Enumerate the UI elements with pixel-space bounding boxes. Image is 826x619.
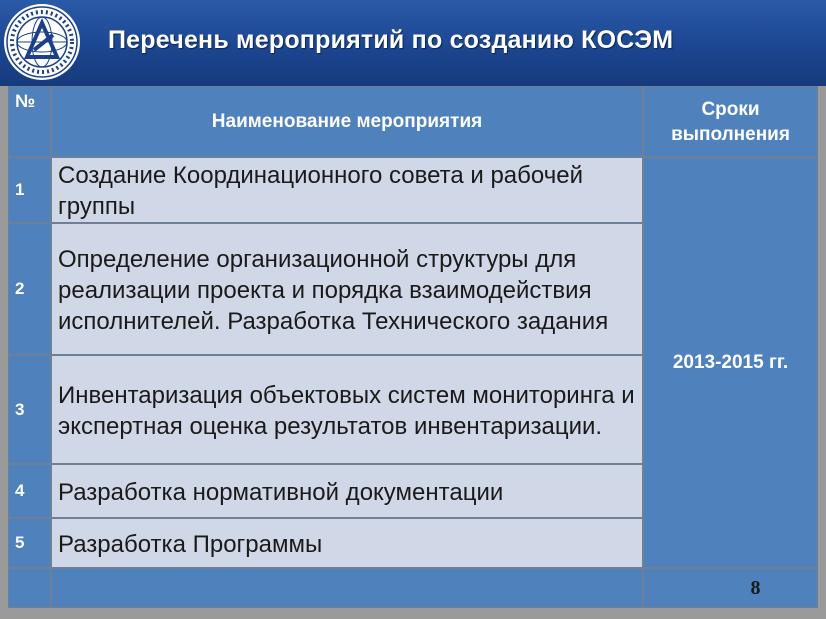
page-number: 8 <box>643 568 818 608</box>
row-4-number: 4 <box>8 464 51 518</box>
row-2-number: 2 <box>8 223 51 355</box>
header-term-cell <box>643 86 818 157</box>
slide-header <box>0 0 826 86</box>
slide-title: Перечень мероприятий по созданию КОСЭМ <box>108 26 674 54</box>
row-1-description: Создание Координационного совета и рабочей группы <box>51 157 643 223</box>
row-5-number: 5 <box>8 518 51 568</box>
row-5-description: Разработка Программы <box>51 518 643 568</box>
row-1-number: 1 <box>8 157 51 223</box>
organization-logo-icon <box>3 3 81 81</box>
footer-name-cell <box>51 568 643 608</box>
row-3-number: 3 <box>8 355 51 464</box>
term-merged-cell: 2013-2015 гг. <box>643 157 818 568</box>
row-2-description: Определение организационной структуры для реализации проекта и порядка взаимодействия исполнителей. Разработка Технического задания <box>51 223 643 355</box>
header-name-cell: Наименование мероприятия <box>51 86 643 157</box>
row-3-description: Инвентаризация объектовых систем мониторинга и экспертная оценка результатов инвентаризации. <box>51 355 643 464</box>
header-term-label: Сроки выполнения <box>671 98 790 145</box>
header-number-cell: № <box>8 86 51 157</box>
footer-number-cell <box>8 568 51 608</box>
row-4-description: Разработка нормативной документации <box>51 464 643 518</box>
